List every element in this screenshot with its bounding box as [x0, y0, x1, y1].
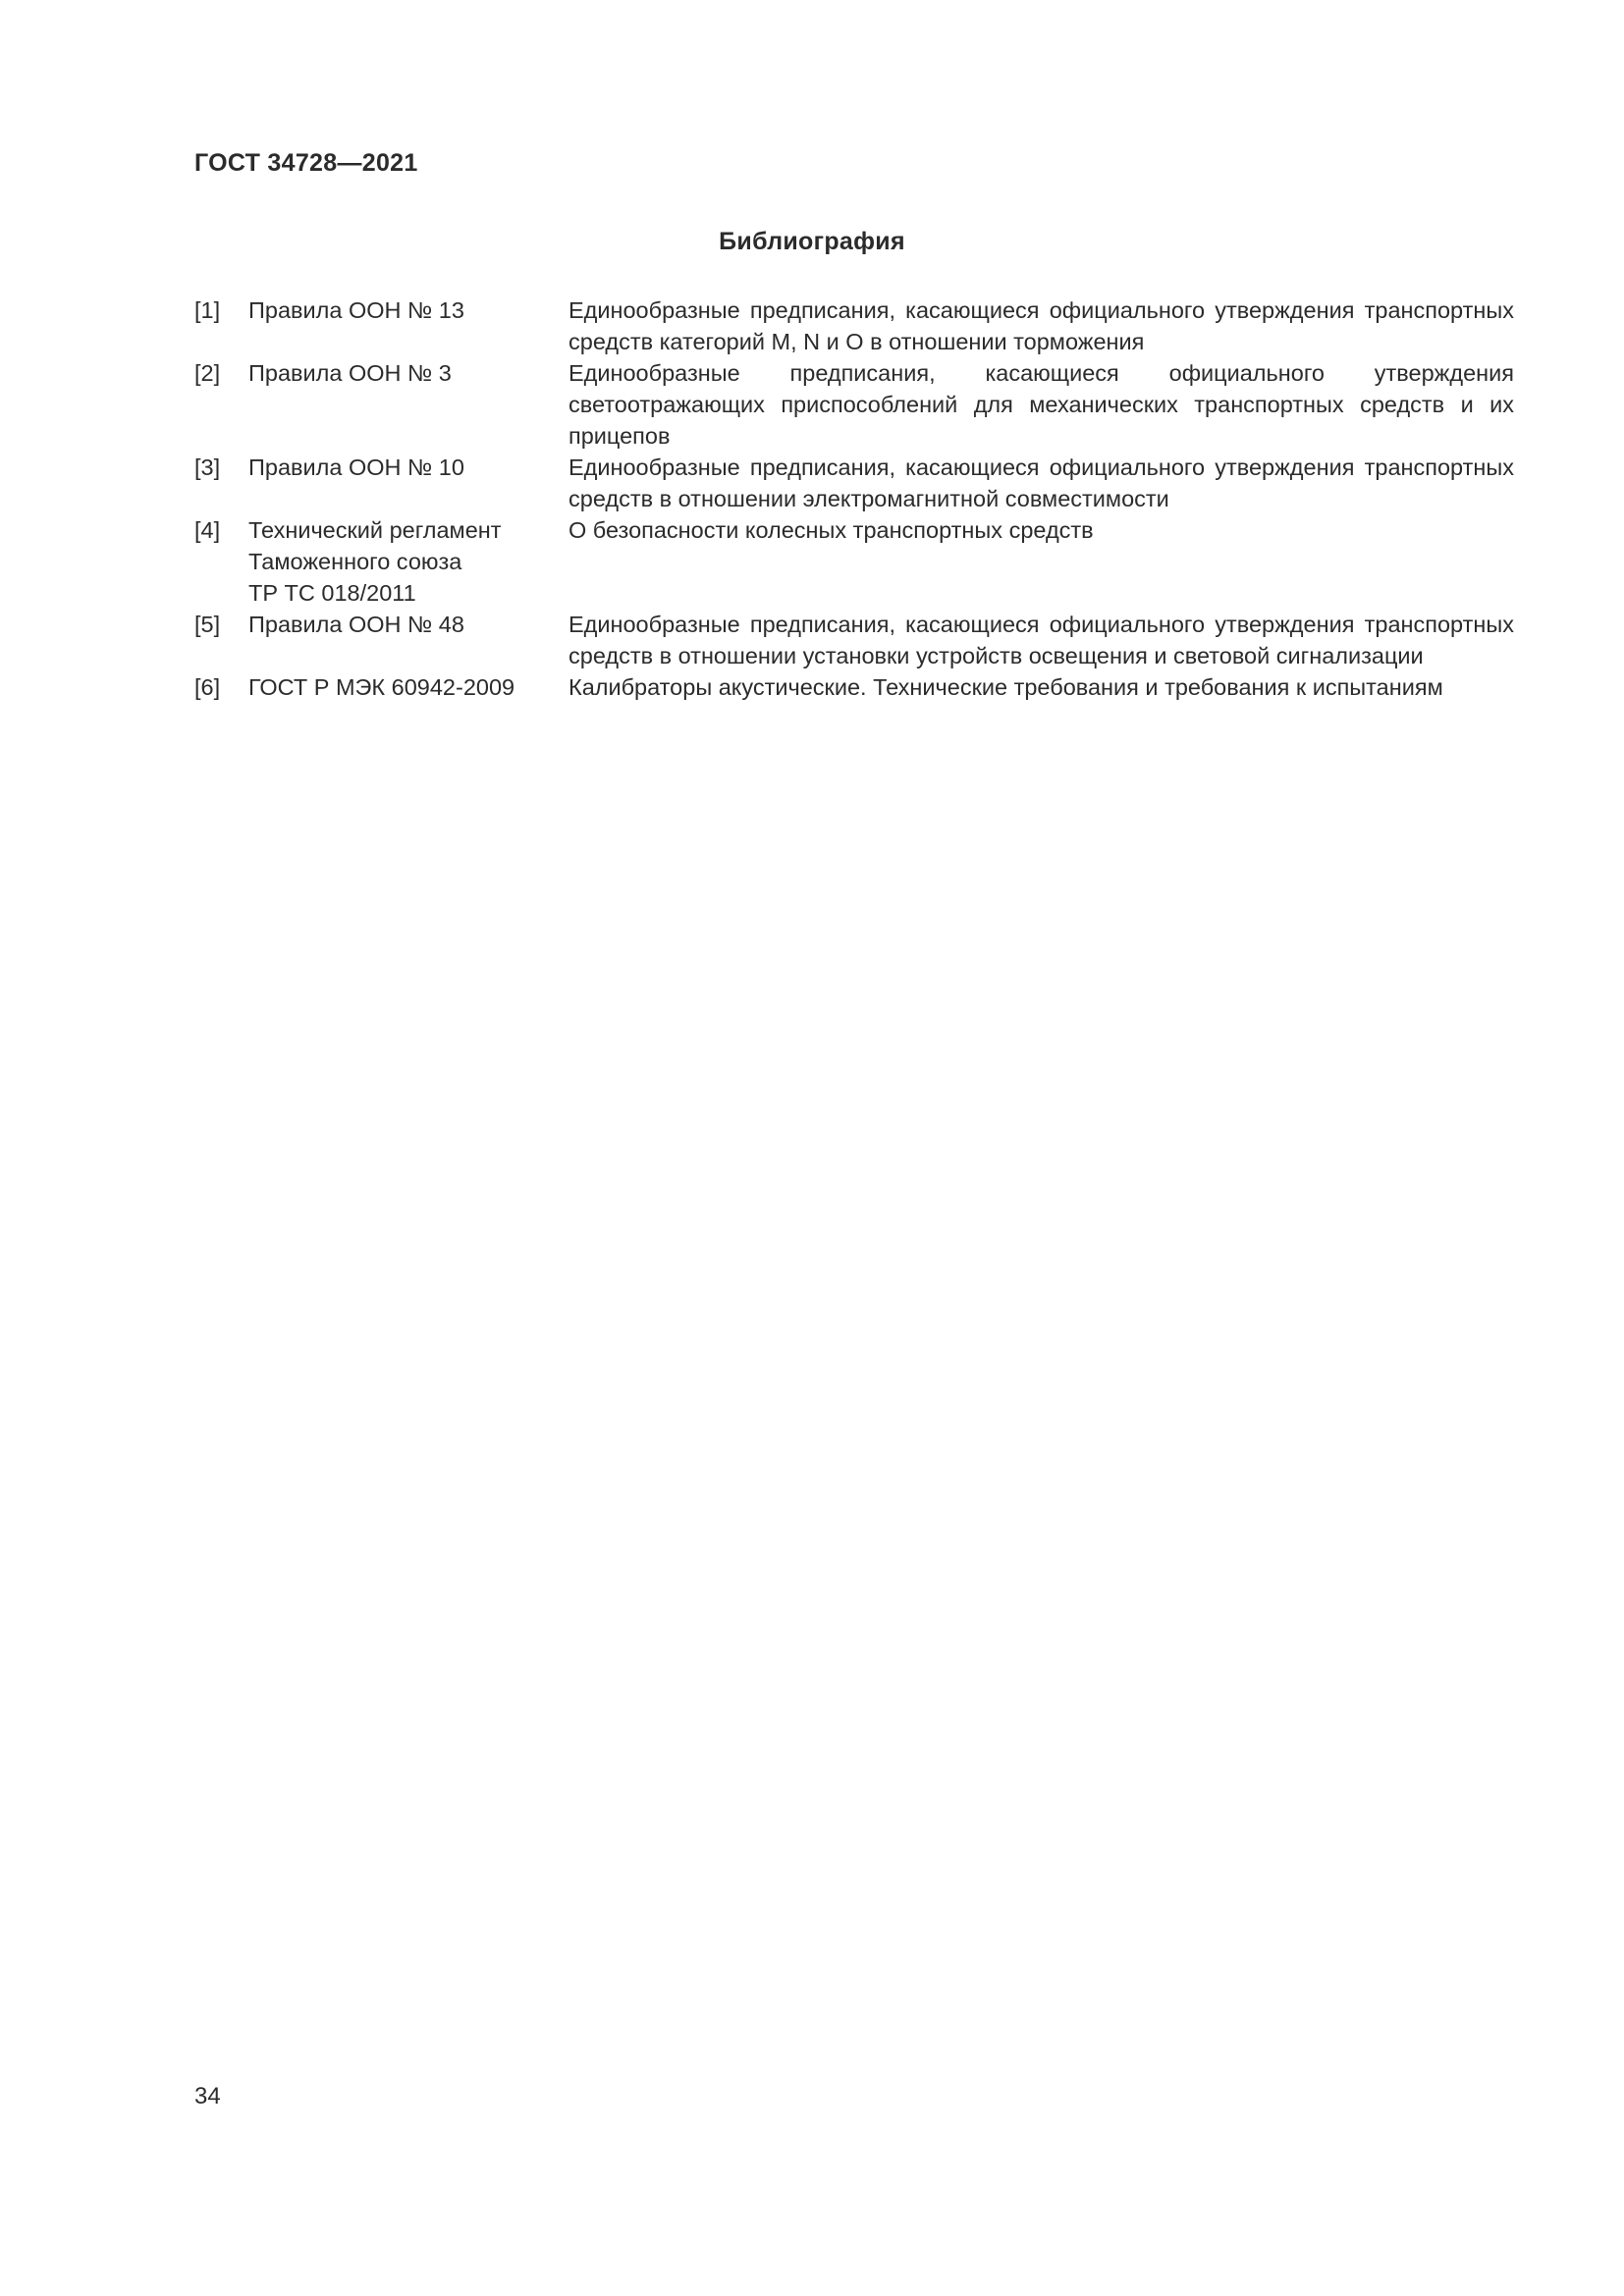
entry-number: [1]: [194, 297, 221, 323]
entry-reference-line: ТР ТС 018/2011: [248, 580, 416, 606]
document-header: ГОСТ 34728—2021: [194, 149, 418, 177]
entry-reference: [248, 671, 568, 703]
section-title: Библиография: [719, 228, 905, 255]
entry-title: Единообразные предписания, касающиеся официального утверждения транспортных средств в отношении электромагнитной совместимости: [568, 454, 1514, 511]
entry-reference-line: Правила ООН № 48: [248, 612, 464, 637]
bibliography-entry: [194, 294, 1514, 357]
bibliography-entry: [194, 609, 1514, 671]
entry-reference: [248, 514, 568, 609]
entry-reference-line: Правила ООН № 10: [248, 454, 464, 480]
entry-number: [3]: [194, 454, 221, 480]
entry-title: Единообразные предписания, касающиеся официального утверждения транспортных средств категорий M, N и O в отношении торможения: [568, 297, 1514, 354]
bibliography-table: [194, 294, 1514, 703]
entry-reference-line: ГОСТ Р МЭК 60942-2009: [248, 674, 515, 700]
entry-reference: [248, 294, 568, 357]
entry-number: [5]: [194, 612, 221, 637]
entry-number: [2]: [194, 360, 221, 386]
entry-title: Единообразные предписания, касающиеся официального утверждения транспортных средств в отношении установки устройств освещения и световой сигнализации: [568, 612, 1514, 668]
entry-reference: [248, 452, 568, 514]
entry-title: Единообразные предписания, касающиеся официального утверждения светоотражающих приспособлений для механических транспортных средств и их прицепов: [568, 360, 1514, 449]
entry-title: Калибраторы акустические. Технические требования и требования к испытаниям: [568, 674, 1443, 700]
entry-number: [6]: [194, 674, 221, 700]
entry-reference-line: Таможенного союза: [248, 549, 462, 574]
entry-reference: [248, 357, 568, 452]
bibliography-entry: [194, 452, 1514, 514]
entry-title: О безопасности колесных транспортных средств: [568, 517, 1094, 543]
bibliography-entry: [194, 671, 1514, 703]
entry-number: [4]: [194, 517, 221, 543]
bibliography-entry: [194, 357, 1514, 452]
entry-reference-line: Правила ООН № 3: [248, 360, 452, 386]
entry-reference: [248, 609, 568, 671]
page-number: 34: [194, 2083, 221, 2109]
bibliography-entry: [194, 514, 1514, 609]
entry-reference-line: Правила ООН № 13: [248, 297, 464, 323]
entry-reference-line: Технический регламент: [248, 517, 502, 543]
